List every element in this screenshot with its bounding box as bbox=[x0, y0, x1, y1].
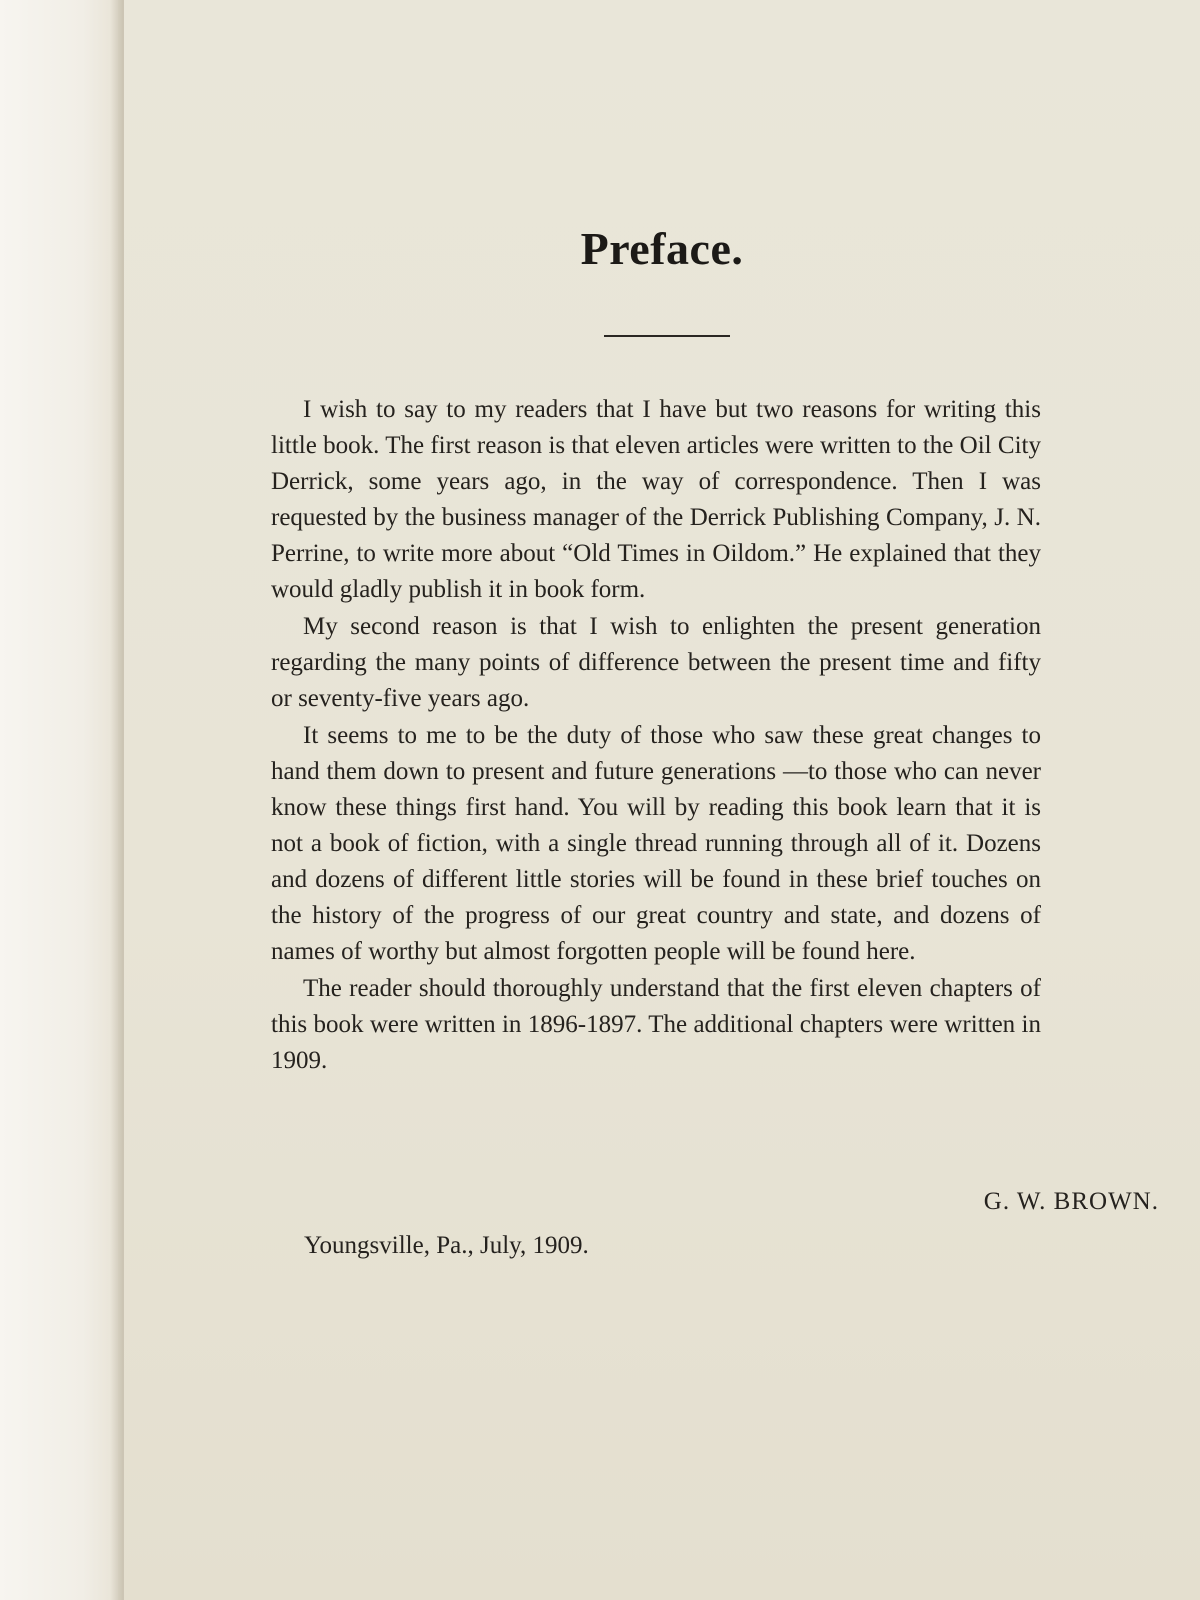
preface-body bbox=[271, 392, 1041, 1080]
book-page bbox=[124, 0, 1200, 1600]
page-title: Preface. bbox=[580, 223, 744, 274]
paragraph-3: It seems to me to be the duty of those who saw these great changes to hand them down to present and future generations —to those who can never know these things first hand. You will by reading this book learn that it is not a book of fiction, with a single thread running through all of it. Dozens and dozens of different little stories will be found in these brief touches on the history of the progress of our great country and state, and dozens of names of worthy but almost forgotten people will be found here. bbox=[271, 722, 1041, 965]
paragraph-4: The reader should thoroughly understand that the first eleven chapters of this book were written in 1896-1897. The additional chapters were written in 1909. bbox=[271, 975, 1041, 1074]
facing-page-edge bbox=[0, 0, 118, 1600]
paragraph-2: My second reason is that I wish to enlighten the present generation regarding the many points of difference between the present time and fifty or seventy-five years ago. bbox=[271, 613, 1041, 712]
dateline: Youngsville, Pa., July, 1909. bbox=[304, 1232, 589, 1259]
title-divider bbox=[604, 335, 730, 337]
author-signature: G. W. BROWN. bbox=[983, 1188, 1159, 1215]
paragraph-1: I wish to say to my readers that I have but two reasons for writing this little book. The first reason is that eleven articles were written to the Oil City Derrick, some years ago, in the way of correspondence. Then I was requested by the business manager of the Derrick Publishing Company, J. N. Perrine, to write more about “Old Times in Oildom.” He explained that they would gladly publish it in book form. bbox=[271, 396, 1041, 603]
